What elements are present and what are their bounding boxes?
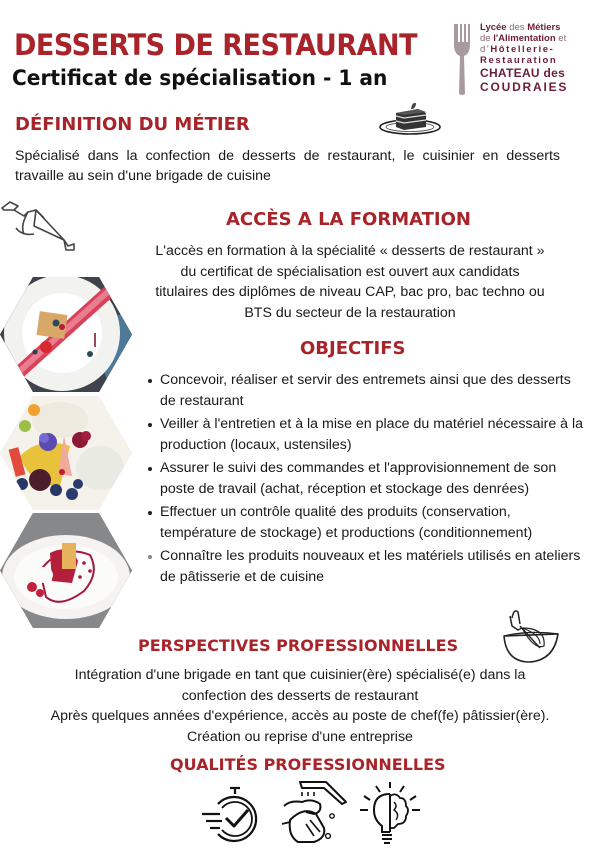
- qualites-title: QUALITÉS PROFESSIONNELLES: [170, 755, 446, 774]
- objectif-item: Connaître les produits nouveaux et les matériels utilisés en ateliers de pâtisserie et de cuisine: [148, 546, 588, 587]
- acces-line: BTS du secteur de la restauration: [244, 304, 456, 321]
- logo-text-des2: des: [543, 66, 566, 80]
- objectifs-title: OBJECTIFS: [300, 338, 406, 359]
- dessert-photo-plate-ribbon: [0, 277, 132, 392]
- page-subtitle: Certificat de spécialisation - 1 an: [12, 66, 388, 90]
- whisk-bowl-icon: [496, 606, 562, 664]
- acces-line: titulaires des diplômes de niveau CAP, bac pro, bac techno ou: [155, 284, 545, 300]
- perspectives-text: [20, 665, 580, 747]
- perspectives-line: Intégration d'une brigade en tant que cuisinier(ère) spécialisé(e) dans la: [74, 667, 526, 683]
- logo-text-des: des: [506, 22, 528, 33]
- lightbulb-brain-icon: [358, 780, 422, 846]
- dessert-photo-berry-coulis: [0, 513, 132, 628]
- piping-bag-icon: [0, 196, 80, 251]
- stopwatch-check-icon: [200, 784, 260, 844]
- definition-title: DÉFINITION DU MÉTIER: [15, 114, 250, 135]
- acces-line: du certificat de spécialisation est ouvert aux candidats: [180, 263, 520, 280]
- definition-text: Spécialisé dans la confection de desserts de restaurant, le cuisinier en desserts travaille au sein d'une brigade de cuisine: [15, 148, 560, 184]
- logo-text-alimentation: l'Alimentation: [493, 33, 556, 44]
- logo-text-lycee: Lycée: [480, 22, 507, 33]
- school-logo: [450, 20, 600, 100]
- dessert-photo-flowers-sorbet: [0, 396, 132, 510]
- logo-text-d: d': [480, 44, 491, 55]
- acces-line: L'accès en formation à la spécialité « desserts de restaurant »: [155, 243, 545, 259]
- objectif-item: Concevoir, réaliser et servir des entremets ainsi que des desserts de restaurant: [148, 370, 588, 411]
- perspectives-title: PERSPECTIVES PROFESSIONNELLES: [138, 636, 459, 655]
- logo-text-hotellerie: Hôtellerie-: [490, 44, 555, 55]
- logo-text-restauration: Restauration: [480, 55, 558, 66]
- hand-washing-icon: [280, 780, 348, 846]
- acces-text: [130, 241, 570, 323]
- perspectives-line: Création ou reprise d'une entreprise: [187, 728, 413, 745]
- objectif-item: Effectuer un contrôle qualité des produits (conservation, température de stockage) et productions (conditionnement): [148, 502, 588, 543]
- logo-text-coudraies: COUDRAIES: [480, 80, 569, 94]
- acces-title: ACCÈS A LA FORMATION: [226, 209, 471, 230]
- logo-text-et: et: [555, 33, 567, 44]
- objectifs-list: [148, 370, 588, 590]
- logo-text-chateau: CHATEAU: [480, 66, 544, 80]
- perspectives-line: Après quelques années d'expérience, accès au poste de chef(fe) pâtissier(ère).: [50, 708, 550, 724]
- objectif-item: Veiller à l'entretien et à la mise en place du matériel nécessaire à la production (locaux, ustensiles): [148, 414, 588, 455]
- objectif-item: Assurer le suivi des commandes et l'approvisionnement de son poste de travail (achat, réception et stockage des denrées): [148, 458, 588, 499]
- cake-slice-icon: [378, 100, 442, 136]
- logo-text-de: de: [480, 33, 494, 44]
- fork-icon: [450, 22, 474, 96]
- page-title: DESSERTS DE RESTAURANT: [14, 28, 418, 62]
- perspectives-line: confection des desserts de restaurant: [181, 687, 419, 704]
- logo-text-metiers: Métiers: [527, 22, 561, 33]
